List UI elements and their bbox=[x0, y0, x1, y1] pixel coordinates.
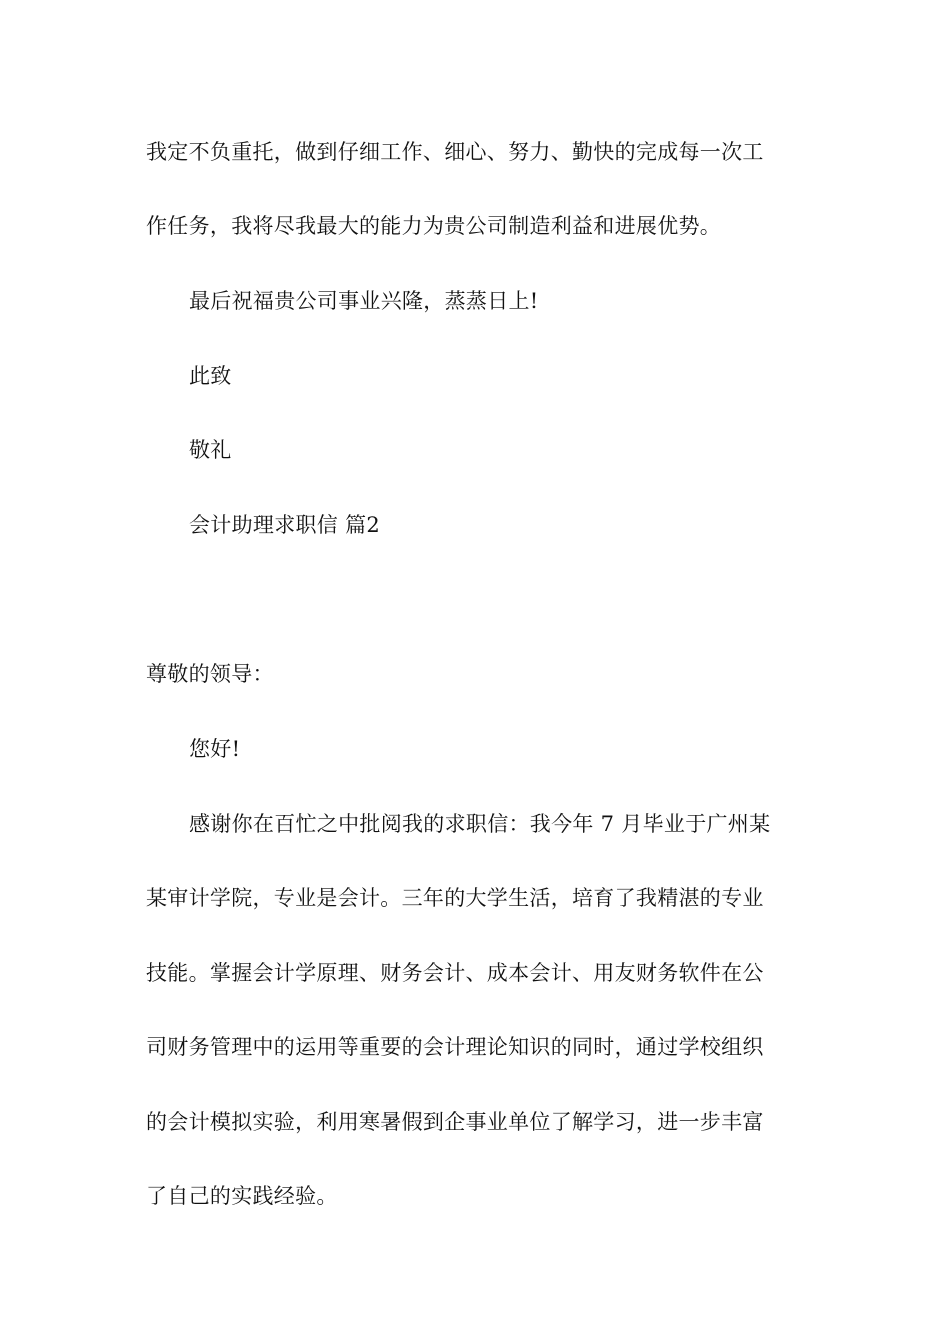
paragraph-line: 的会计模拟实验，利用寒暑假到企事业单位了解学习，进一步丰富 bbox=[146, 1110, 764, 1134]
paragraph-line: 了自己的实践经验。 bbox=[146, 1184, 338, 1208]
greeting: 您好! bbox=[189, 737, 241, 761]
paragraph-line: 感谢你在百忙之中批阅我的求职信：我今年 7 月毕业于广州某 bbox=[189, 812, 771, 836]
paragraph-line: 司财务管理中的运用等重要的会计理论知识的同时，通过学校组织 bbox=[146, 1035, 764, 1059]
section-title: 会计助理求职信 篇2 bbox=[189, 513, 381, 537]
paragraph-line: 技能。掌握会计学原理、财务会计、成本会计、用友财务软件在公 bbox=[146, 961, 764, 985]
salutation: 尊敬的领导： bbox=[146, 662, 274, 686]
paragraph-line: 作任务，我将尽我最大的能力为贵公司制造利益和进展优势。 bbox=[146, 214, 722, 238]
closing-line: 此致 bbox=[189, 364, 232, 388]
paragraph-line: 某审计学院，专业是会计。三年的大学生活，培育了我精湛的专业 bbox=[146, 886, 764, 910]
wishes-line: 最后祝福贵公司事业兴隆，蒸蒸日上! bbox=[189, 289, 539, 313]
closing-line: 敬礼 bbox=[189, 438, 232, 462]
paragraph-line: 我定不负重托，做到仔细工作、细心、努力、勤快的完成每一次工 bbox=[146, 140, 764, 164]
